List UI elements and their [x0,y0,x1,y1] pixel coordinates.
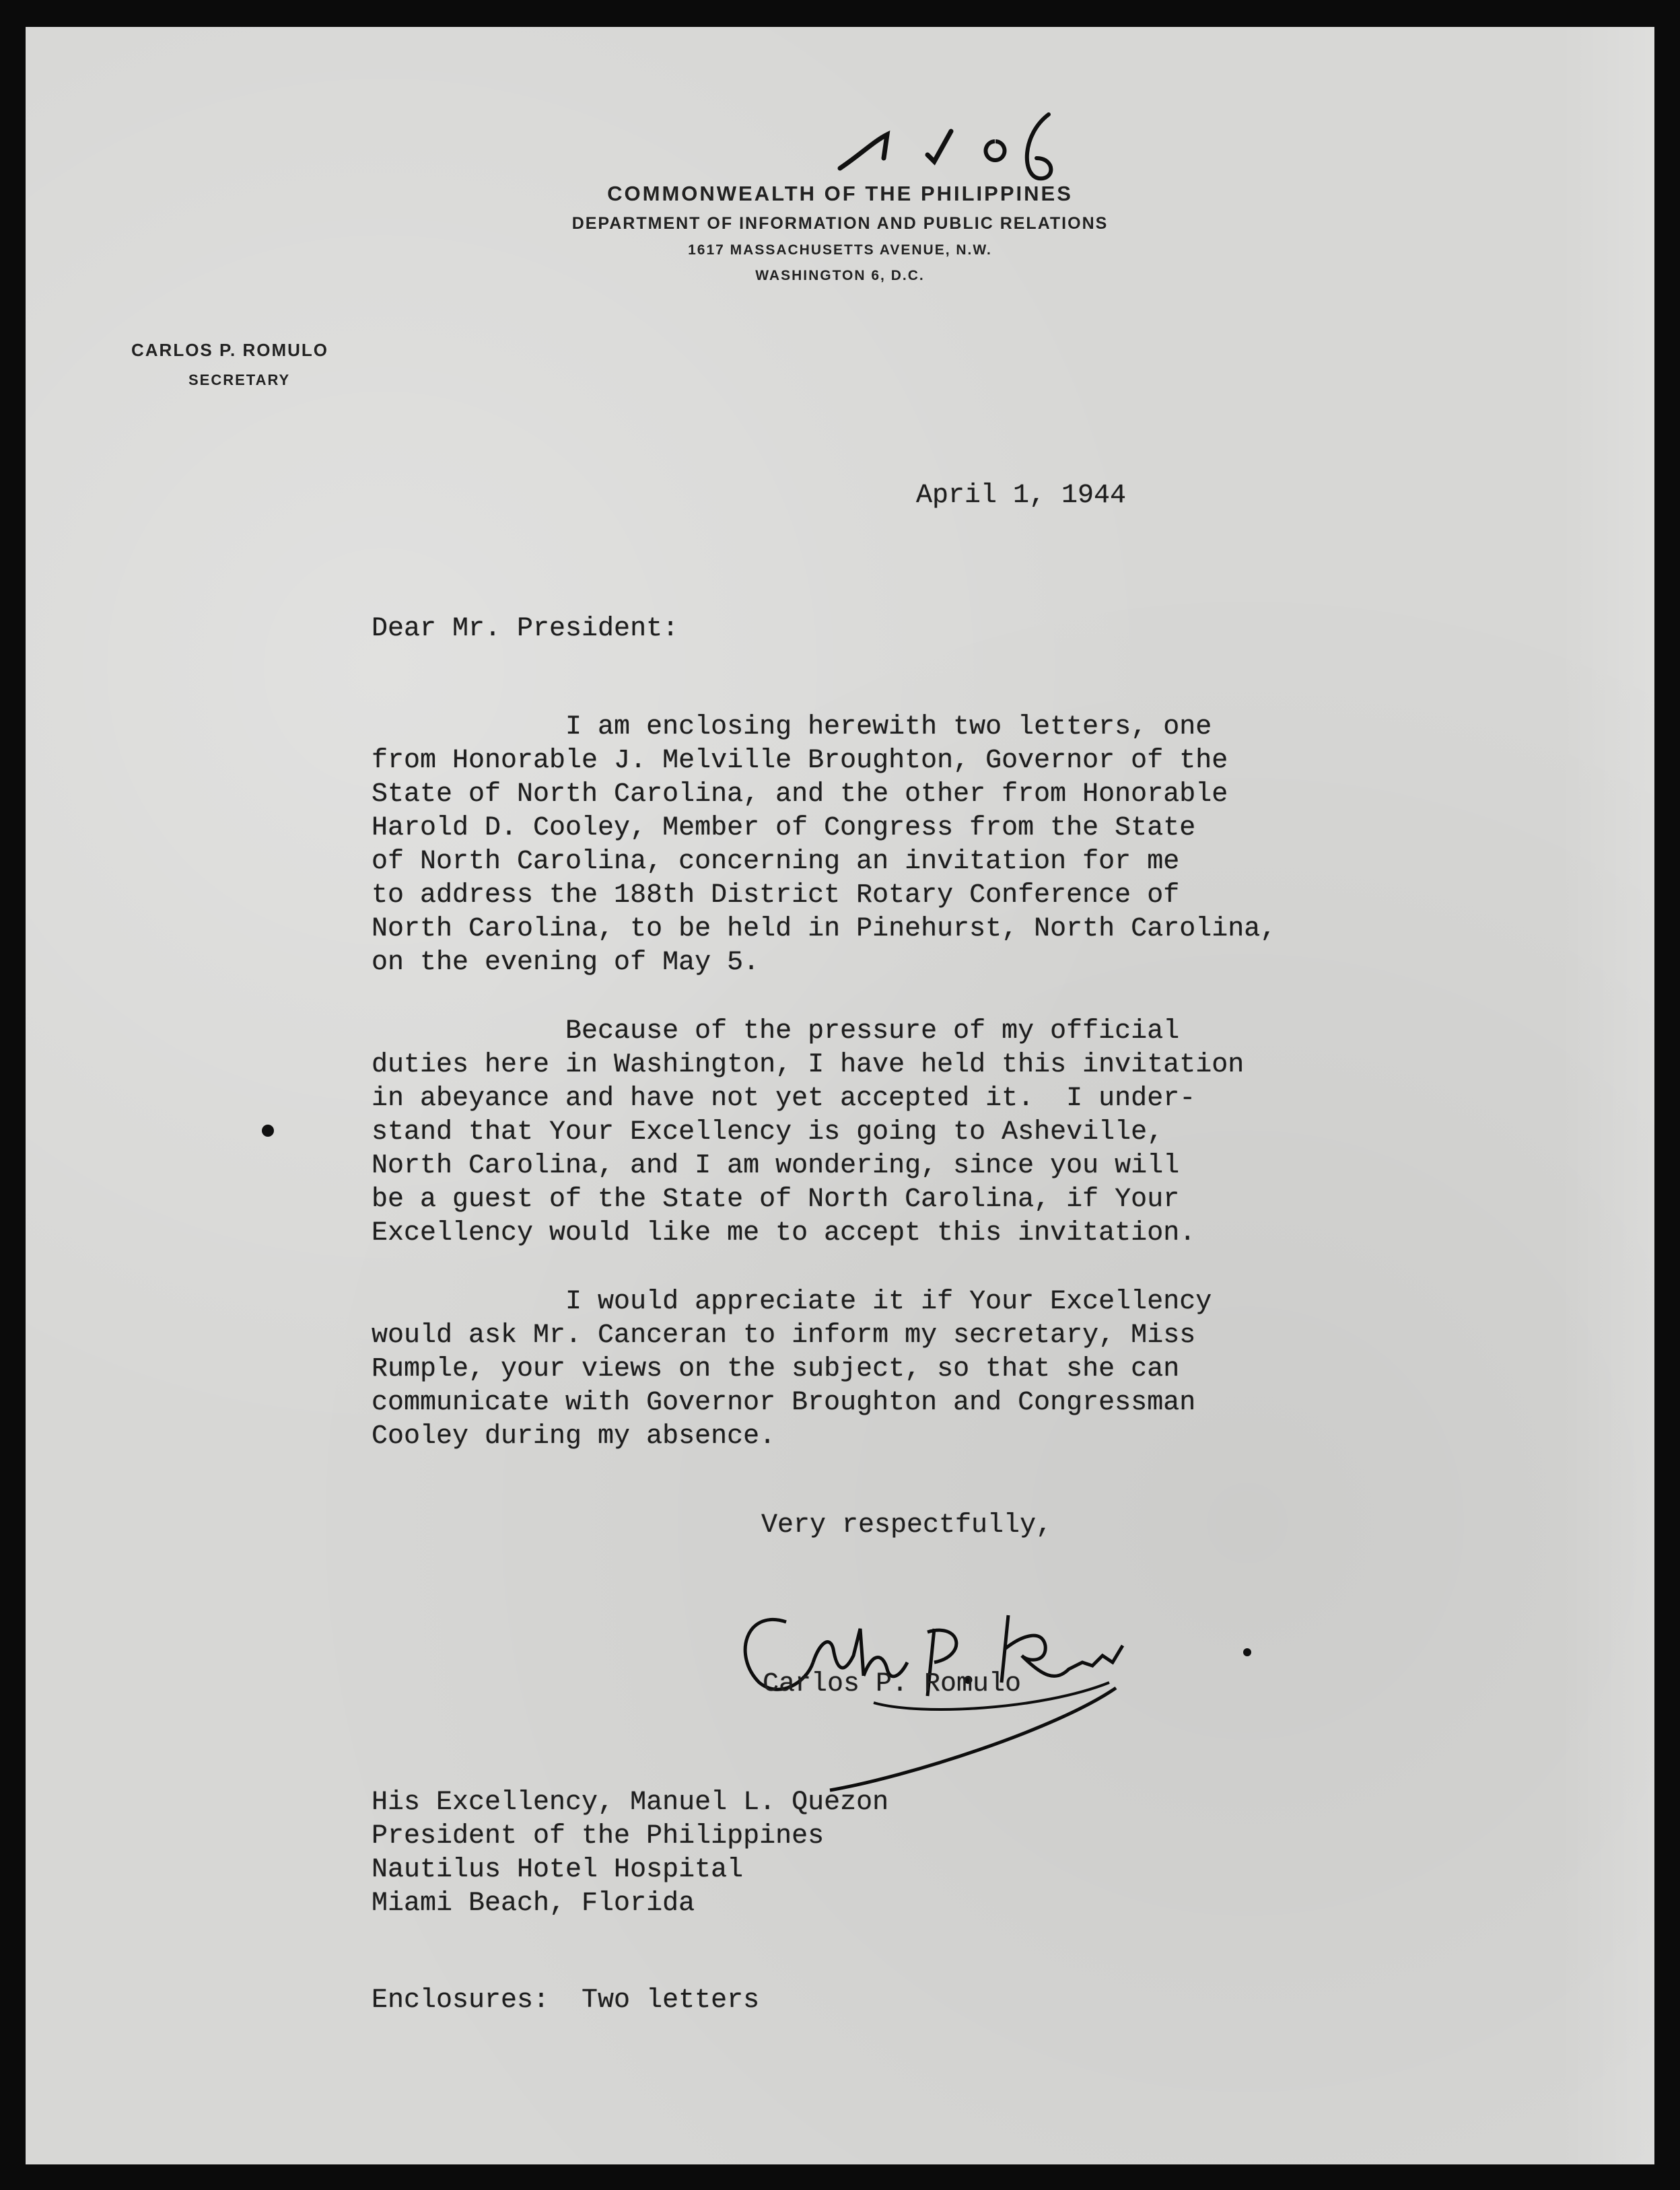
enclosures-line: Enclosures: Two letters [372,1985,760,2016]
addressee-block: His Excellency, Manuel L. Quezon President of the Philippines Nautilus Hotel Hospital Miami Beach, Florida [372,1788,889,1919]
closing: Very respectfully, [761,1510,1053,1541]
salutation: Dear Mr. President: [372,614,679,644]
page-edge-shading [1560,27,1654,2164]
letterhead-street: 1617 MASSACHUSETTS AVENUE, N.W. [688,242,992,258]
ink-spot [254,1117,281,1144]
ink-spot [1237,1642,1257,1662]
letterhead-dept: DEPARTMENT OF INFORMATION AND PUBLIC RELATIONS [571,214,1109,233]
sender-name: CARLOS P. ROMULO [131,340,328,360]
letterhead-org: COMMONWEALTH OF THE PHILIPPINES [607,182,1073,205]
body-paragraph-2: Because of the pressure of my official duties here in Washington, I have held this invitation in abeyance and have not yet accepted it. I under- stand that Your Excellency is going to Asheville, North Carolina, and I am wondering, since you will be a guest of the State of North Carolina, if Your Excellency would like me to accept this invitation. [372,1016,1245,1248]
body-paragraph-3: I would appreciate it if Your Excellency would ask Mr. Canceran to inform my secretary, Miss Rumple, your views on the subject, so that she can communicate with Governor Broughton and Congressman Cooley during my absence. [372,1287,1212,1452]
letterhead-city: WASHINGTON 6, D.C. [755,268,925,283]
signer-name: Carlos P. Romulo [763,1669,1022,1699]
body-paragraph-1: I am enclosing herewith two letters, one from Honorable J. Melville Broughton, Governor of the State of North Carolina, and the other from Honorable Harold D. Cooley, Member of Congress from the State of North Carolina, concerning an invitation for me to address the 188th District Rotary Conference of North Carolina, to be held in Pinehurst, North Carolina, on the evening of May 5. [372,712,1277,978]
letter-page [26,27,1654,2164]
letter-date: April 1, 1944 [916,481,1127,511]
handwritten-file-mark [820,94,1102,195]
sender-title: SECRETARY [188,372,291,388]
